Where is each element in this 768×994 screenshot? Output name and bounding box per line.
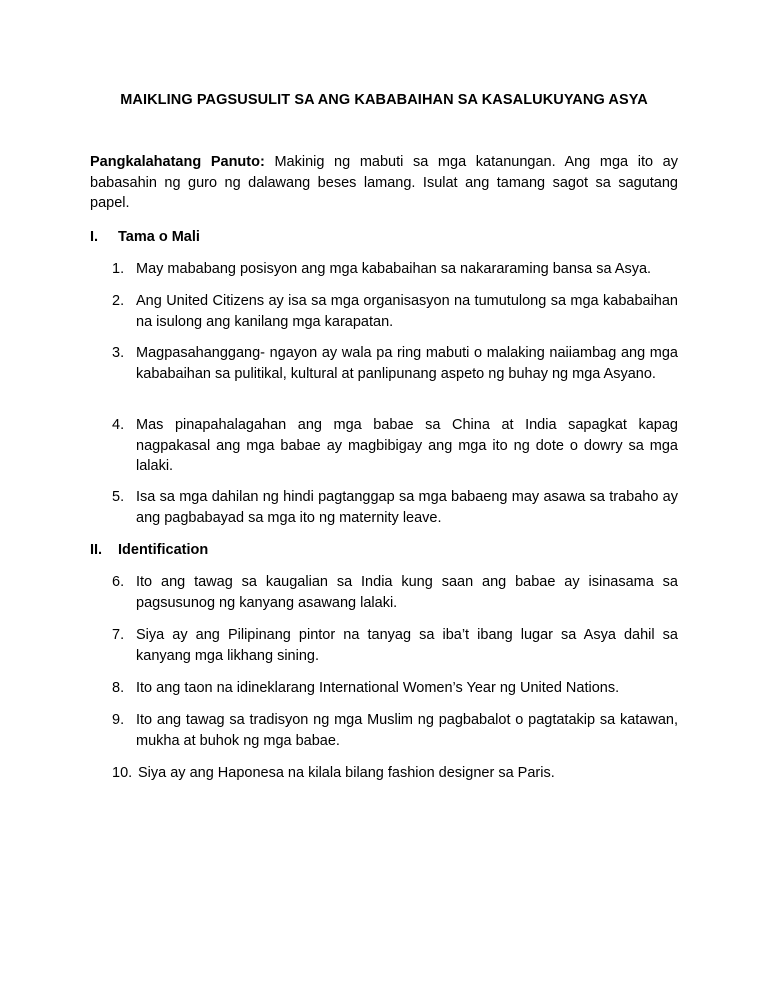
question-item [112, 415, 678, 477]
instructions-label: Pangkalahatang Panuto: [90, 154, 265, 170]
section-numeral: I. [90, 229, 99, 245]
question-number: 3. [112, 345, 125, 361]
question-item [112, 291, 678, 332]
section-title: Tama o Mali [118, 229, 200, 245]
question-text: Siya ay ang Pilipinang pintor na tanyag sa iba’t ibang lugar sa Asya dahil sa kanyang mga likhang sining. [136, 627, 678, 664]
question-text: Ang United Citizens ay isa sa mga organisasyon na tumutulong sa mga kababaihan na isulong ang kanilang mga karapatan. [136, 293, 678, 330]
question-number: 5. [112, 489, 125, 505]
question-item [112, 763, 678, 784]
page-title: MAIKLING PAGSUSULIT SA ANG KABABAIHAN SA KASALUKUYANG ASYA [120, 92, 648, 108]
question-item [112, 625, 678, 666]
question-item [112, 572, 678, 613]
section-heading-identification [90, 540, 208, 560]
question-text: Ito ang tawag sa kaugalian sa India kung saan ang babae ay isinasama sa pagsusunog ng kanyang asawang lalaki. [136, 574, 678, 611]
question-text: Ito ang tawag sa tradisyon ng mga Muslim ng pagbabalot o pagtatakip sa katawan, mukha at buhok ng mga babae. [136, 712, 678, 749]
section-numeral: II. [90, 542, 103, 558]
question-text: Mas pinapahalagahan ang mga babae sa China at India sapagkat kapag nagpakasal ang mga babae ay magbibigay ang mga ito ng dote o dowry sa mga lalaki. [136, 417, 678, 474]
question-number: 8. [112, 680, 125, 696]
question-text: Siya ay ang Haponesa na kilala bilang fashion designer sa Paris. [138, 765, 555, 781]
question-number: 7. [112, 627, 125, 643]
document-page [90, 0, 678, 994]
question-number: 2. [112, 293, 125, 309]
section-title: Identification [118, 542, 209, 558]
question-number: 10. [112, 765, 133, 781]
general-instructions [90, 152, 678, 214]
question-text: May mababang posisyon ang mga kababaihan sa nakararaming bansa sa Asya. [136, 261, 652, 277]
question-item [112, 259, 678, 280]
section-heading-tama-o-mali [90, 227, 200, 247]
question-item [112, 343, 678, 384]
question-number: 9. [112, 712, 125, 728]
question-item [112, 487, 678, 528]
question-item [112, 678, 678, 699]
question-text: Isa sa mga dahilan ng hindi pagtanggap sa mga babaeng may asawa sa trabaho ay ang pagbabayad sa mga ito ng maternity leave. [136, 489, 678, 526]
instructions-text: Makinig ng mabuti sa mga katanungan. Ang mga ito ay babasahin ng guro ng dalawang beses lamang. Isulat ang tamang sagot sa sagutang papel. [90, 154, 678, 211]
question-number: 4. [112, 417, 125, 433]
question-item [112, 710, 678, 751]
question-number: 1. [112, 261, 125, 277]
question-text: Ito ang taon na idineklarang International Women’s Year ng United Nations. [136, 680, 620, 696]
question-number: 6. [112, 574, 125, 590]
question-text: Magpasahanggang- ngayon ay wala pa ring mabuti o malaking naiiambag ang mga kababaihan sa pulitikal, kultural at panlipunang aspeto ng buhay ng mga Asyano. [136, 345, 678, 382]
